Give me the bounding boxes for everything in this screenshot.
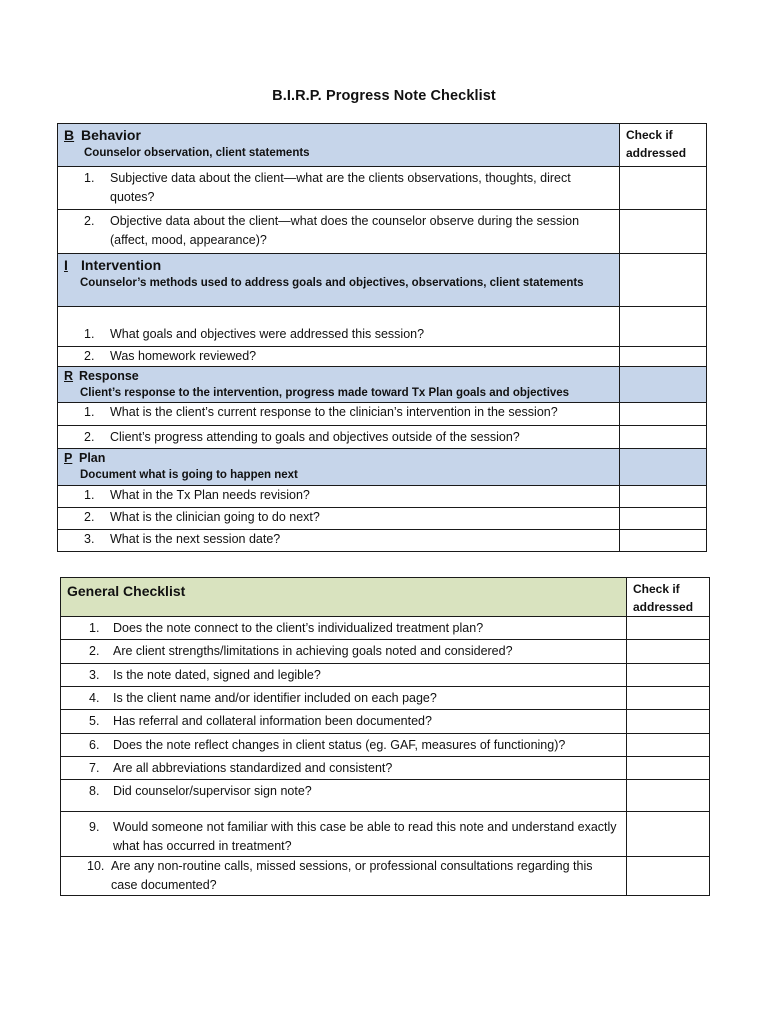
general-item-6-text: Does the note reflect changes in client status (eg. GAF, measures of functioning)?	[113, 738, 566, 752]
behavior-item-2-text: Objective data about the client—what does the counselor observe during the session (affect, mood, appearance)?	[110, 214, 580, 247]
document-title: B.I.R.P. Progress Note Checklist	[272, 88, 496, 104]
table-row: 4. Is the client name and/or identifier included on each page?	[61, 687, 627, 710]
table-row: 3. What is the next session date?	[58, 530, 620, 552]
check-cell-intervention-2[interactable]	[620, 347, 707, 367]
response-subtitle: Client’s response to the intervention, progress made toward Tx Plan goals and objectives	[80, 387, 570, 399]
general-item-5-text: Has referral and collateral information been documented?	[113, 714, 432, 728]
response-section-header	[58, 367, 620, 403]
check-cell-general-6[interactable]	[627, 734, 710, 757]
table-row: 1. Subjective data about the client—what are the clients observations, thoughts, direct quotes?	[58, 167, 620, 210]
check-cell-general-7[interactable]	[627, 757, 710, 780]
table-row: 1. What in the Tx Plan needs revision?	[58, 486, 620, 508]
table-row: 8. Did counselor/supervisor sign note?	[61, 780, 627, 812]
check-cell-general-9[interactable]	[627, 812, 710, 857]
general-item-2-text: Are client strengths/limitations in achieving goals noted and considered?	[113, 644, 513, 658]
check-cell-response-1[interactable]	[620, 403, 707, 426]
check-cell-general-10[interactable]	[627, 857, 710, 896]
plan-item-3-text: What is the next session date?	[110, 532, 281, 546]
plan-letter: P	[64, 451, 73, 465]
check-cell-general-3[interactable]	[627, 664, 710, 687]
table-row: 2. What is the clinician going to do next?	[58, 508, 620, 530]
general-item-3-text: Is the note dated, signed and legible?	[113, 668, 321, 682]
table-row: 1. What goals and objectives were addressed this session?	[58, 307, 620, 347]
check-cell-response-2[interactable]	[620, 426, 707, 449]
plan-subtitle: Document what is going to happen next	[80, 469, 298, 481]
table-row: 7. Are all abbreviations standardized and consistent?	[61, 757, 627, 780]
table-row: 2. Was homework reviewed?	[58, 347, 620, 367]
check-cell-intervention-header	[620, 254, 707, 307]
response-title: Response	[79, 369, 139, 383]
check-cell-behavior-2[interactable]	[620, 210, 707, 254]
intervention-subtitle: Counselor’s methods used to address goals and objectives, observations, client statements	[80, 277, 584, 289]
table-row: 2. Client’s progress attending to goals and objectives outside of the session?	[58, 426, 620, 449]
general-item-7-text: Are all abbreviations standardized and consistent?	[113, 761, 393, 775]
check-cell-plan-3[interactable]	[620, 530, 707, 552]
plan-section-header	[58, 449, 620, 486]
behavior-subtitle: Counselor observation, client statements	[84, 147, 310, 159]
plan-title: Plan	[79, 451, 106, 465]
general-check-header: Check if addressed	[627, 578, 710, 617]
table-row: 6. Does the note reflect changes in client status (eg. GAF, measures of functioning)?	[61, 734, 627, 757]
table-row: 3. Is the note dated, signed and legible?	[61, 664, 627, 687]
general-checklist-title: General Checklist	[67, 583, 186, 599]
plan-item-2-text: What is the clinician going to do next?	[110, 510, 320, 524]
behavior-title: Behavior	[81, 127, 141, 143]
table-row: 2. Objective data about the client—what does the counselor observe during the session (affect, mood, appearance)?	[58, 210, 620, 254]
behavior-letter: B	[64, 127, 75, 143]
intervention-title: Intervention	[81, 257, 162, 273]
table-row: 5. Has referral and collateral information been documented?	[61, 710, 627, 734]
table-row: 9. Would someone not familiar with this case be able to read this note and understand exactly what has occurred in treatment?	[61, 812, 627, 857]
check-cell-response-header	[620, 367, 707, 403]
intervention-letter: I	[64, 257, 68, 273]
table-row: 2. Are client strengths/limitations in achieving goals noted and considered?	[61, 640, 627, 664]
response-item-2-text: Client’s progress attending to goals and objectives outside of the session?	[110, 430, 520, 444]
birp-check-header: Check if addressed	[620, 124, 707, 167]
check-cell-general-5[interactable]	[627, 710, 710, 734]
check-cell-general-1[interactable]	[627, 617, 710, 640]
general-item-10-text: Are any non-routine calls, missed sessions, or professional consultations regarding this case documented?	[111, 859, 593, 892]
behavior-section-header	[58, 124, 620, 167]
table-row: 1. Does the note connect to the client’s individualized treatment plan?	[61, 617, 627, 640]
intervention-section-header	[58, 254, 620, 307]
general-item-1-text: Does the note connect to the client’s individualized treatment plan?	[113, 621, 484, 635]
intervention-item-1-text: What goals and objectives were addressed this session?	[110, 327, 425, 341]
check-cell-general-4[interactable]	[627, 687, 710, 710]
check-cell-intervention-1[interactable]	[620, 307, 707, 347]
general-item-4-text: Is the client name and/or identifier included on each page?	[113, 691, 437, 705]
check-cell-general-2[interactable]	[627, 640, 710, 664]
response-item-1-text: What is the client’s current response to the clinician’s intervention in the session?	[110, 405, 558, 419]
behavior-item-1-text: Subjective data about the client—what are the clients observations, thoughts, direct quotes?	[110, 171, 571, 204]
check-cell-plan-1[interactable]	[620, 486, 707, 508]
check-cell-plan-header	[620, 449, 707, 486]
general-item-9-text: Would someone not familiar with this case be able to read this note and understand exactly what has occurred in treatment?	[113, 820, 617, 853]
general-item-8-text: Did counselor/supervisor sign note?	[113, 784, 312, 798]
birp-checklist-table	[57, 123, 707, 552]
plan-item-1-text: What in the Tx Plan needs revision?	[110, 488, 310, 502]
general-checklist-table	[60, 577, 710, 896]
table-row: 10. Are any non-routine calls, missed sessions, or professional consultations regarding this case documented?	[61, 857, 627, 896]
general-checklist-header	[61, 578, 627, 617]
response-letter: R	[64, 369, 74, 383]
check-cell-behavior-1[interactable]	[620, 167, 707, 210]
check-cell-plan-2[interactable]	[620, 508, 707, 530]
check-cell-general-8[interactable]	[627, 780, 710, 812]
table-row: 1. What is the client’s current response to the clinician’s intervention in the session?	[58, 403, 620, 426]
intervention-item-2-text: Was homework reviewed?	[110, 349, 257, 363]
